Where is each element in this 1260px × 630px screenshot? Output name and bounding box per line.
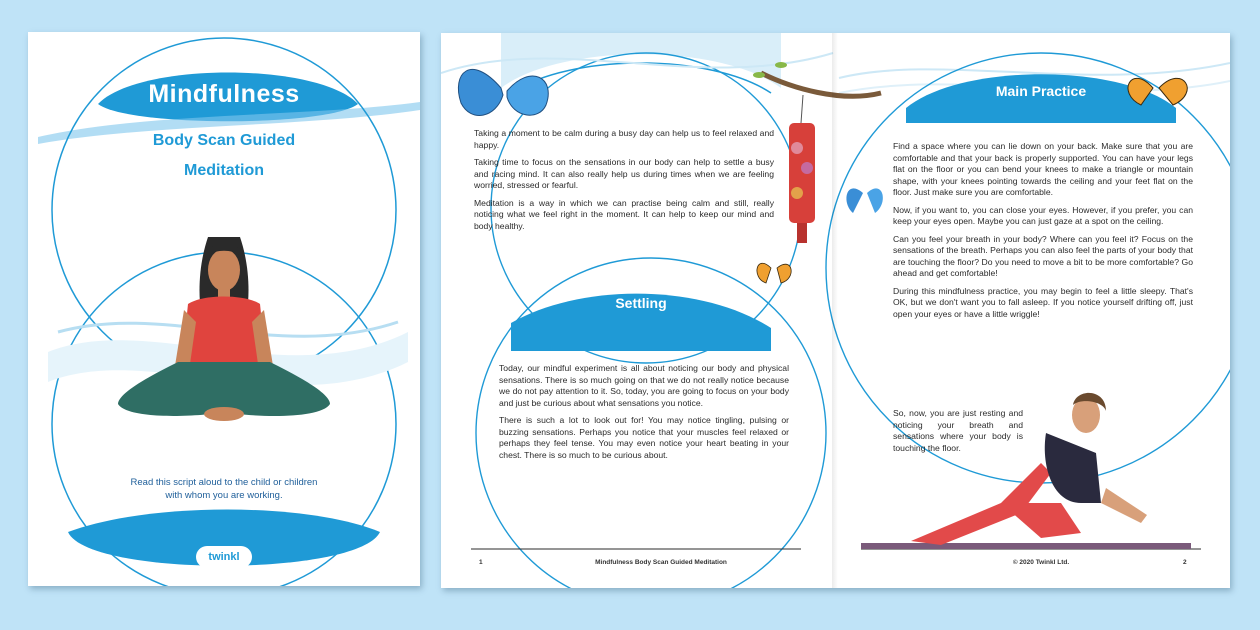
intro-paragraph: Taking time to focus on the sensations in our body can help to settle a busy and racing mind. It can also really help us during times when we are feeling worried, stressed or fearful. — [474, 157, 774, 190]
meditating-person-illustration — [118, 237, 330, 421]
inner-spread — [441, 33, 1230, 588]
main-practice-paragraph: Now, if you want to, you can close your eyes. However, if you prefer, you can keep your eyes open. Maybe you can just gaze at a spot on the ceiling. — [893, 204, 1193, 226]
left-intro-text — [474, 128, 774, 238]
cover-title: Mindfulness — [148, 80, 300, 108]
closing-paragraph: So, now, you are just resting and noticing your breath and sensations where your body is touching the floor. — [893, 408, 1023, 453]
spread-fold — [832, 33, 838, 588]
left-footer-title: Mindfulness Body Scan Guided Meditation — [595, 559, 727, 566]
cover-page — [28, 32, 420, 586]
closing-text — [893, 408, 1023, 460]
main-practice-paragraph: Find a space where you can lie down on your back. Make sure that you are comfortable and that your back is properly supported. You can have your legs flat on the floor or you can bend your knees to make a triangle or mountain shape, with your knees pointing towards the ceiling and your feet flat on the floor. Just make sure you are comfortable. — [893, 141, 1193, 197]
twinkl-logo: twinkl — [196, 546, 252, 568]
settling-paragraph: Today, our mindful experiment is all about noticing our body and physical sensations. There is so much going on that we do not really notice because we do not pay attention to it. So, today, you are going to focus on your body and just be curious about what sensations you notice. — [499, 363, 789, 408]
left-page-number: 1 — [479, 559, 483, 566]
settling-heading: Settling — [615, 295, 667, 311]
main-practice-paragraph: During this mindfulness practice, you may begin to feel a little sleepy. That's OK, but we don't want you to fall asleep. If you notice yourself drifting off, just open your eyes or have a little wriggle! — [893, 285, 1193, 319]
cover-subtitle-line2: Meditation — [184, 162, 264, 179]
main-practice-heading: Main Practice — [995, 83, 1087, 99]
cover-background — [28, 32, 420, 586]
settling-paragraph: There is such a lot to look out for! You may notice tingling, pulsing or buzzing sensations. Perhaps you notice that your muscles feel relaxed or perhaps they feel tense. You may even notice your heart beating in your chest. There is so much to be curious about. — [499, 415, 789, 460]
small-blue-butterfly-icon — [846, 188, 882, 213]
main-practice-paragraph: Can you feel your breath in your body? Where can you feel it? Focus on the sensations of the breath. Perhaps you can also feel the parts of your body that are touching the floor? Do you need to move a bit to be more comfortable? Go ahead and get comfortable! — [893, 233, 1193, 278]
main-practice-text — [893, 141, 1193, 326]
orange-butterfly-icon — [757, 263, 791, 283]
cover-subtitle-line1: Body Scan Guided — [152, 132, 296, 149]
copyright: © 2020 Twinkl Ltd. — [1012, 559, 1070, 566]
right-page-number: 2 — [1183, 559, 1187, 566]
settling-text — [499, 363, 789, 467]
intro-paragraph: Taking a moment to be calm during a busy day can help us to feel relaxed and happy. — [474, 128, 774, 150]
cover-note: Read this script aloud to the child or children with whom you are working. — [130, 477, 318, 501]
intro-paragraph: Meditation is a way in which we can practise being calm and still, really noticing what we feel right in the moment. It can help to keep our mind and body healthy. — [474, 197, 774, 231]
